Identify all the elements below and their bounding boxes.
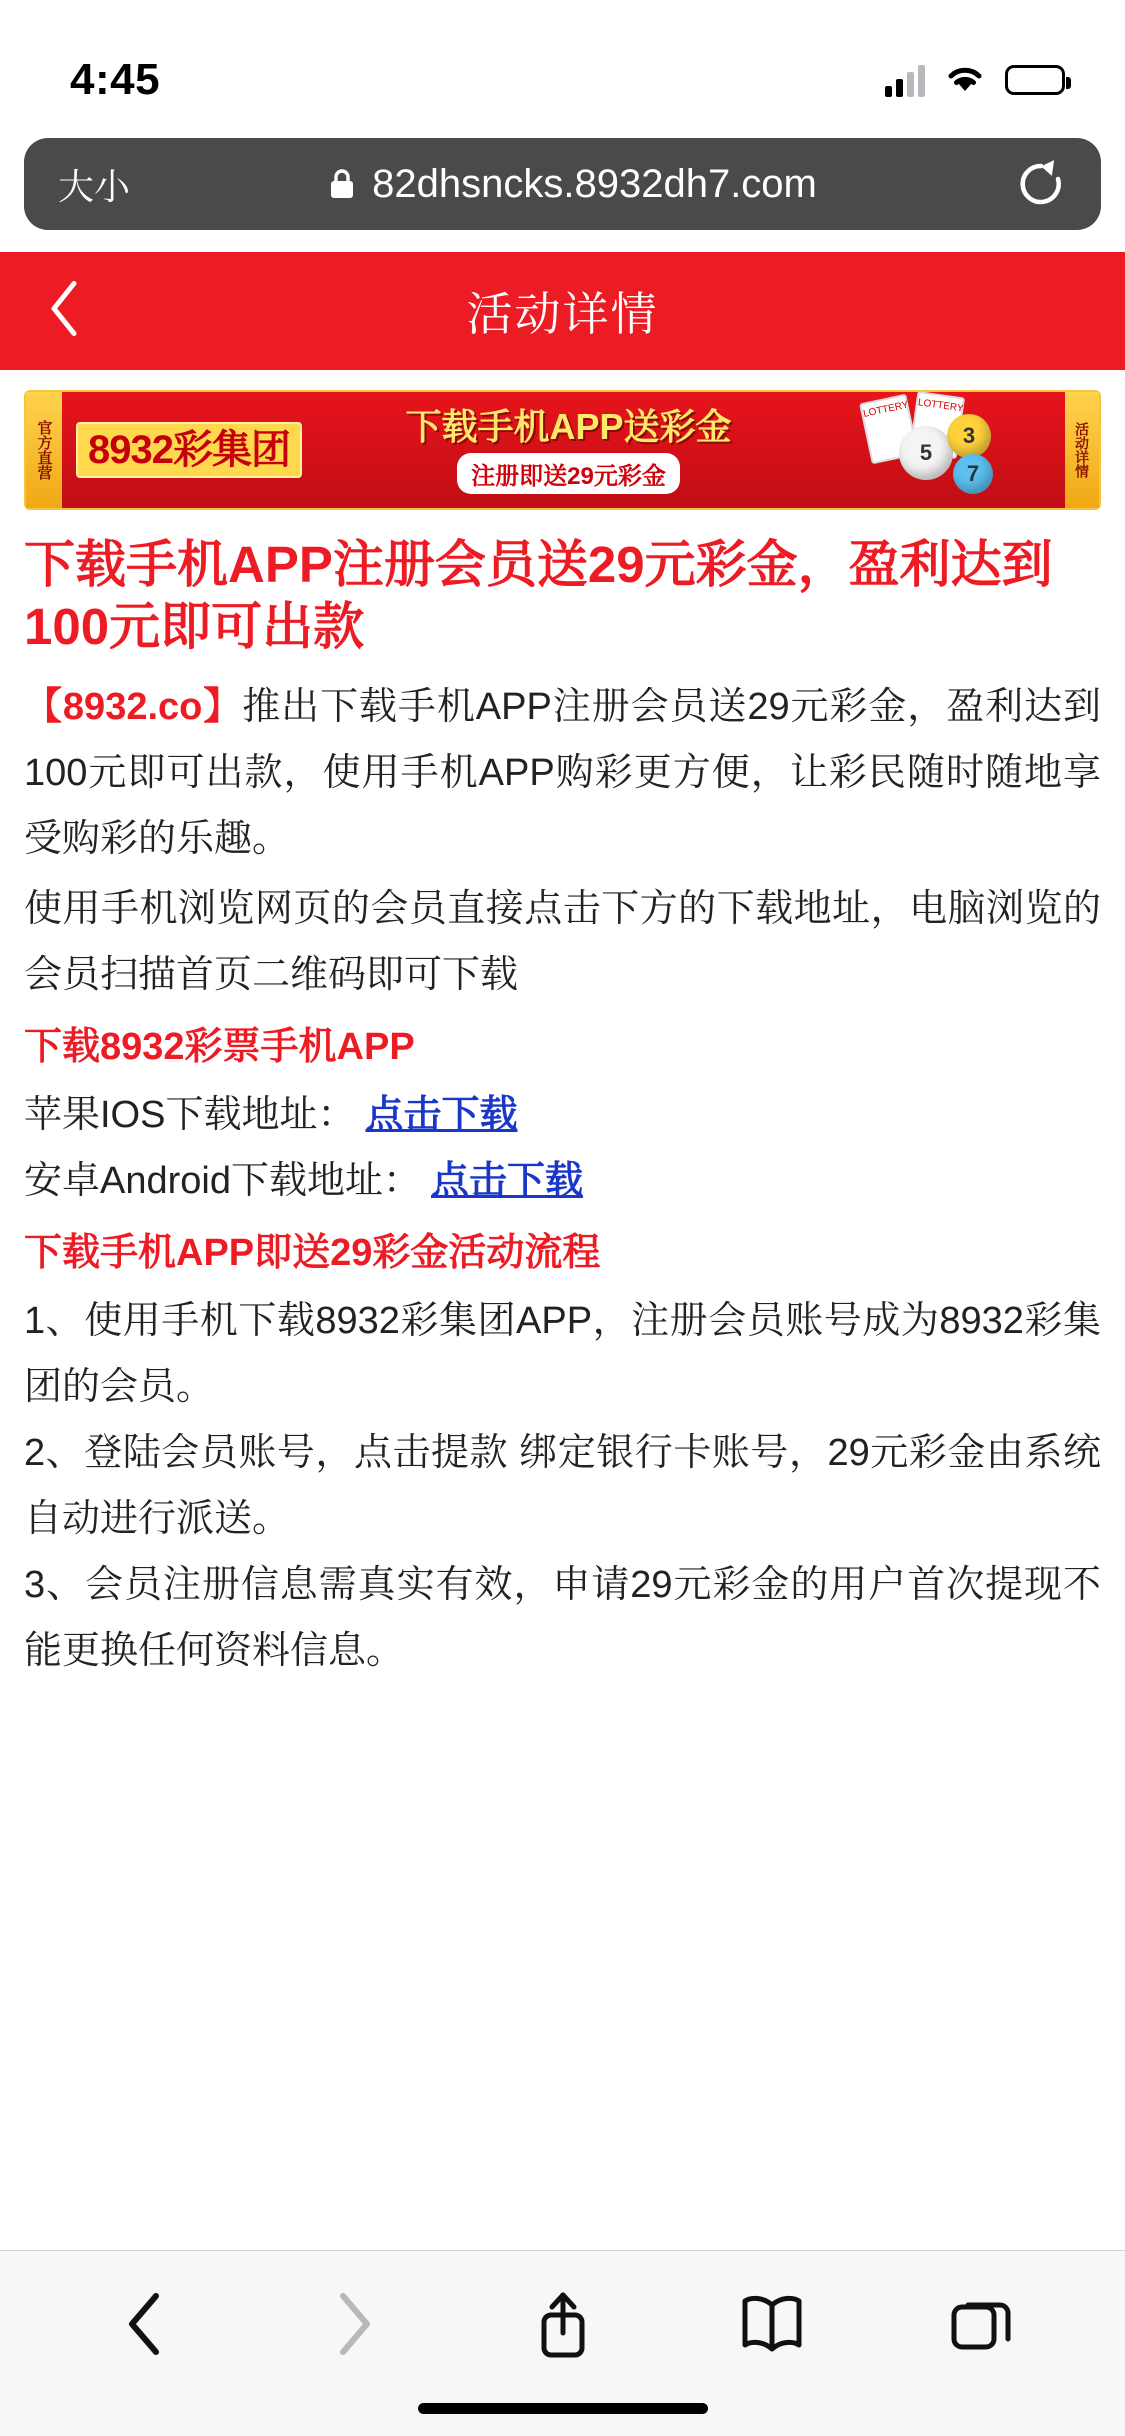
- process-step-1: 1、使用手机下载8932彩集团APP，注册会员账号成为8932彩集团的会员。: [24, 1300, 1101, 1408]
- lottery-ticket-icon: LOTTERY: [909, 391, 965, 459]
- android-download-row: [24, 1148, 1101, 1214]
- home-indicator: [418, 2403, 708, 2414]
- article-body: [0, 516, 1125, 1684]
- banner-logo-text: 8932彩集团: [88, 428, 290, 472]
- status-time: 4:45: [70, 55, 161, 104]
- address-bar[interactable]: [24, 138, 1101, 230]
- status-bar: [0, 0, 1125, 130]
- url-display[interactable]: [188, 162, 957, 207]
- wifi-icon: [943, 61, 987, 100]
- lock-icon: [328, 167, 356, 201]
- tabs-icon[interactable]: [921, 2264, 1041, 2384]
- lottery-ticket-icon: LOTTERY: [859, 394, 919, 465]
- promo-banner[interactable]: [24, 390, 1101, 510]
- reload-button[interactable]: [957, 158, 1067, 210]
- brand-tag: 【8932.co】: [24, 686, 243, 728]
- article-subheading-process: 下载手机APP即送29彩金活动流程: [24, 1232, 601, 1274]
- cellular-signal-icon: [885, 63, 925, 97]
- lottery-ball-icon: 7: [953, 454, 993, 494]
- banner-left-ribbon: 官方直营: [26, 392, 62, 508]
- article-paragraph-1: [24, 674, 1101, 872]
- ios-download-row: [24, 1082, 1101, 1148]
- browser-bottom-toolbar: [0, 2250, 1125, 2436]
- article-headline: 下载手机APP注册会员送29元彩金，盈利达到100元即可出款: [24, 536, 1053, 655]
- article-paragraph-2: 使用手机浏览网页的会员直接点击下方的下载地址，电脑浏览的会员扫描首页二维码即可下载: [24, 888, 1101, 996]
- back-chevron-icon[interactable]: [46, 280, 82, 343]
- android-download-label: 安卓Android下载地址：: [24, 1160, 421, 1202]
- text-size-button[interactable]: 大小: [58, 165, 131, 207]
- page-header: [0, 252, 1125, 370]
- bookmarks-icon[interactable]: [712, 2264, 832, 2384]
- lottery-ball-icon: 5: [899, 426, 953, 480]
- page-title: 活动详情: [466, 288, 659, 340]
- banner-headline: 下载手机APP送彩金: [405, 405, 732, 447]
- process-step-2: 2、登陆会员账号，点击提款 绑定银行卡账号，29元彩金由系统自动进行派送。: [24, 1432, 1101, 1540]
- forward-arrow-icon: [294, 2264, 414, 2384]
- status-icons: [885, 61, 1065, 100]
- article-paragraph-1-text: 推出下载手机APP注册会员送29元彩金，盈利达到100元即可出款，使用手机APP购彩更方便，让彩民随时随地享受购彩的乐趣。: [24, 686, 1101, 860]
- banner-artwork: [835, 392, 1065, 508]
- page-content: [0, 390, 1125, 1672]
- banner-logo: [76, 422, 302, 478]
- android-download-link[interactable]: 点击下载: [430, 1160, 583, 1202]
- process-step-3: 3、会员注册信息需真实有效，申请29元彩金的用户首次提现不能更换任何资料信息。: [24, 1564, 1101, 1672]
- banner-right-ribbon: 活动详情: [1065, 392, 1099, 508]
- ios-download-label: 苹果IOS下载地址：: [24, 1094, 356, 1136]
- share-icon[interactable]: [503, 2264, 623, 2384]
- back-arrow-icon[interactable]: [85, 2264, 205, 2384]
- banner-subline: 注册即送29元彩金: [457, 453, 680, 494]
- ios-download-link[interactable]: 点击下载: [365, 1094, 518, 1136]
- browser-toolbar: [0, 130, 1125, 252]
- lottery-ball-icon: 3: [947, 414, 991, 458]
- url-text: 82dhsncks.8932dh7.com: [372, 161, 817, 206]
- battery-charging-icon: ⚡: [1005, 65, 1065, 95]
- article-subheading-download: 下载8932彩票手机APP: [24, 1026, 415, 1068]
- banner-text: [302, 407, 835, 494]
